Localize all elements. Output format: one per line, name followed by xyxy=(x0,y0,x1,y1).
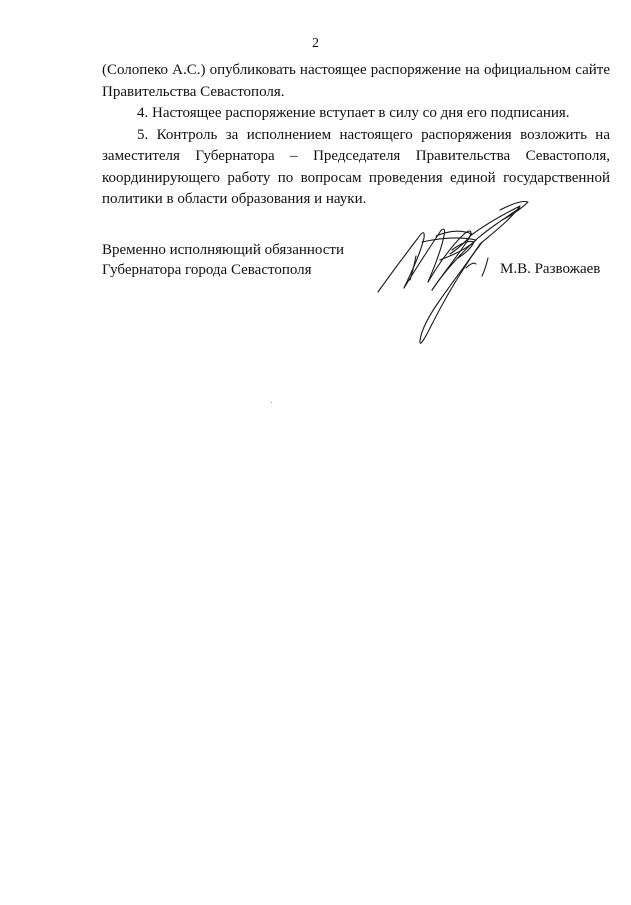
signer-name: М.В. Развожаев xyxy=(500,261,601,277)
page-number: 2 xyxy=(312,36,319,51)
scan-speck xyxy=(271,402,272,403)
paragraph-item-4: 4. Настоящее распоряжение вступает в силу со дня его подписания. xyxy=(137,105,570,121)
signer-position-line2: Губернатора города Севастополя xyxy=(102,262,312,278)
paragraph-item-5: 5. Контроль за исполнением настоящего распоряжения возложить на заместителя Губернатора – Председателя Правительства Севастополя, координирующего работу по вопросам проведения единой государственной политики в области образования и науки. xyxy=(102,126,610,207)
paragraph-publication: (Солопеко А.С.) опубликовать настоящее распоряжение на официальном сайте Правительства Севастополя. xyxy=(102,62,610,100)
signer-position xyxy=(102,240,344,280)
signer-position-line1: Временно исполняющий обязанности xyxy=(102,242,345,258)
